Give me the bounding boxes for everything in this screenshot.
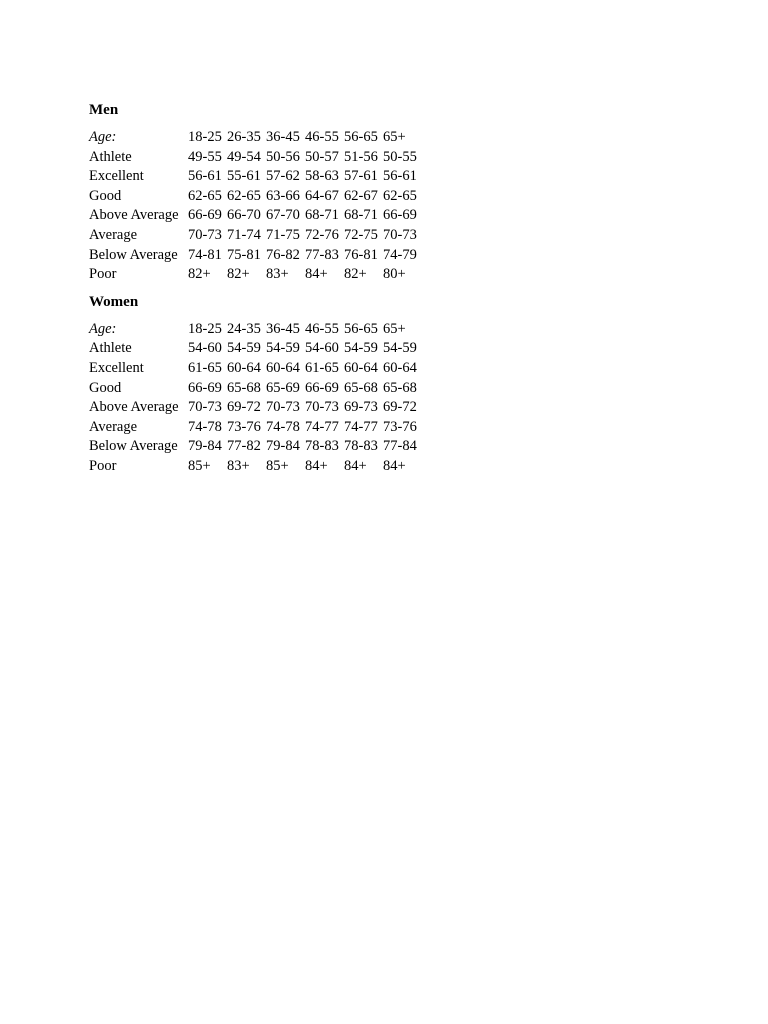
table-cell: 65-68 xyxy=(383,379,417,396)
age-col-5: 56-65 xyxy=(344,320,378,337)
table-cell: 79-84 xyxy=(266,438,300,455)
men-rate-table xyxy=(89,128,423,285)
table-cell: 54-59 xyxy=(383,340,417,357)
table-cell: 84+ xyxy=(305,457,328,474)
table-cell: 69-72 xyxy=(383,399,417,416)
table-cell: 56-61 xyxy=(383,168,417,185)
table-cell: 67-70 xyxy=(266,207,300,224)
women-rate-table xyxy=(89,320,423,477)
row-label: Below Average xyxy=(89,246,178,263)
row-label: Average xyxy=(89,418,138,435)
table-cell: 74-78 xyxy=(188,418,222,435)
table-cell: 56-61 xyxy=(188,168,222,185)
table-cell: 84+ xyxy=(305,266,328,283)
age-col-1: 18-25 xyxy=(188,129,222,145)
age-col-4: 46-55 xyxy=(305,129,339,145)
table-cell: 60-64 xyxy=(383,359,417,376)
age-label: Age: xyxy=(89,129,117,145)
row-label: Athlete xyxy=(89,148,132,165)
table-row xyxy=(89,359,423,379)
row-label: Above Average xyxy=(89,207,179,224)
table-cell: 77-83 xyxy=(305,246,339,263)
table-cell: 70-73 xyxy=(383,226,417,243)
table-cell: 70-73 xyxy=(266,399,300,416)
table-cell: 54-60 xyxy=(305,340,339,357)
table-cell: 77-84 xyxy=(383,438,417,455)
row-label: Poor xyxy=(89,457,117,474)
table-cell: 71-75 xyxy=(266,226,300,243)
age-col-2: 26-35 xyxy=(227,129,261,145)
table-row xyxy=(89,265,423,285)
table-cell: 73-76 xyxy=(383,418,417,435)
table-cell: 60-64 xyxy=(266,359,300,376)
table-row xyxy=(89,187,423,207)
table-cell: 74-77 xyxy=(344,418,378,435)
table-cell: 74-81 xyxy=(188,246,222,263)
table-cell: 60-64 xyxy=(227,359,261,376)
table-cell: 66-69 xyxy=(188,379,222,396)
table-cell: 68-71 xyxy=(305,207,339,224)
table-cell: 61-65 xyxy=(305,359,339,376)
table-row xyxy=(89,437,423,457)
table-cell: 79-84 xyxy=(188,438,222,455)
section-title-women: Women xyxy=(89,293,139,310)
table-cell: 64-67 xyxy=(305,187,339,204)
document-page xyxy=(89,100,423,477)
table-row xyxy=(89,457,423,477)
table-cell: 50-57 xyxy=(305,148,339,165)
table-cell: 70-73 xyxy=(305,399,339,416)
age-col-3: 36-45 xyxy=(266,320,300,337)
table-cell: 69-73 xyxy=(344,399,378,416)
table-cell: 74-78 xyxy=(266,418,300,435)
table-cell: 54-59 xyxy=(227,340,261,357)
table-cell: 66-69 xyxy=(188,207,222,224)
table-row xyxy=(89,246,423,266)
table-cell: 50-56 xyxy=(266,148,300,165)
table-cell: 58-63 xyxy=(305,168,339,185)
row-label: Good xyxy=(89,379,122,396)
table-cell: 84+ xyxy=(383,457,406,474)
table-cell: 76-82 xyxy=(266,246,300,263)
table-cell: 74-77 xyxy=(305,418,339,435)
table-cell: 54-60 xyxy=(188,340,222,357)
table-cell: 65-69 xyxy=(266,379,300,396)
table-row xyxy=(89,148,423,168)
table-cell: 54-59 xyxy=(266,340,300,357)
table-cell: 51-56 xyxy=(344,148,378,165)
table-cell: 82+ xyxy=(188,266,211,283)
row-label: Good xyxy=(89,187,122,204)
table-cell: 82+ xyxy=(344,266,367,283)
table-cell: 69-72 xyxy=(227,399,261,416)
table-cell: 66-69 xyxy=(383,207,417,224)
table-header-row xyxy=(89,320,423,340)
row-label: Above Average xyxy=(89,399,179,416)
table-cell: 62-65 xyxy=(188,187,222,204)
table-cell: 76-81 xyxy=(344,246,378,263)
table-cell: 70-73 xyxy=(188,399,222,416)
table-cell: 62-65 xyxy=(383,187,417,204)
table-cell: 62-67 xyxy=(344,187,378,204)
table-cell: 85+ xyxy=(266,457,289,474)
table-cell: 70-73 xyxy=(188,226,222,243)
table-cell: 55-61 xyxy=(227,168,261,185)
age-col-6: 65+ xyxy=(383,320,406,337)
table-cell: 72-76 xyxy=(305,226,339,243)
table-cell: 50-55 xyxy=(383,148,417,165)
table-row xyxy=(89,339,423,359)
table-cell: 73-76 xyxy=(227,418,261,435)
table-row xyxy=(89,206,423,226)
age-label: Age: xyxy=(89,320,117,337)
table-cell: 84+ xyxy=(344,457,367,474)
table-cell: 65-68 xyxy=(344,379,378,396)
age-col-5: 56-65 xyxy=(344,129,378,145)
table-cell: 78-83 xyxy=(344,438,378,455)
table-cell: 72-75 xyxy=(344,226,378,243)
row-label: Excellent xyxy=(89,168,144,185)
table-cell: 74-79 xyxy=(383,246,417,263)
table-cell: 80+ xyxy=(383,266,406,283)
table-row xyxy=(89,398,423,418)
table-cell: 65-68 xyxy=(227,379,261,396)
table-cell: 83+ xyxy=(227,457,250,474)
table-cell: 54-59 xyxy=(344,340,378,357)
table-cell: 60-64 xyxy=(344,359,378,376)
table-cell: 57-62 xyxy=(266,168,300,185)
table-cell: 71-74 xyxy=(227,226,261,243)
table-cell: 85+ xyxy=(188,457,211,474)
age-col-1: 18-25 xyxy=(188,320,222,337)
row-label: Poor xyxy=(89,266,117,283)
row-label: Athlete xyxy=(89,340,132,357)
table-cell: 49-55 xyxy=(188,148,222,165)
table-cell: 78-83 xyxy=(305,438,339,455)
table-row xyxy=(89,418,423,438)
row-label: Below Average xyxy=(89,438,178,455)
table-cell: 61-65 xyxy=(188,359,222,376)
table-cell: 57-61 xyxy=(344,168,378,185)
table-cell: 49-54 xyxy=(227,148,261,165)
table-cell: 63-66 xyxy=(266,187,300,204)
table-cell: 77-82 xyxy=(227,438,261,455)
row-label: Excellent xyxy=(89,359,144,376)
table-cell: 68-71 xyxy=(344,207,378,224)
table-cell: 66-70 xyxy=(227,207,261,224)
table-cell: 83+ xyxy=(266,266,289,283)
table-cell: 75-81 xyxy=(227,246,261,263)
section-title-men: Men xyxy=(89,102,119,118)
row-label: Average xyxy=(89,226,138,243)
table-row xyxy=(89,379,423,399)
table-cell: 62-65 xyxy=(227,187,261,204)
table-cell: 66-69 xyxy=(305,379,339,396)
age-col-6: 65+ xyxy=(383,129,406,145)
table-cell: 82+ xyxy=(227,266,250,283)
table-row xyxy=(89,167,423,187)
table-header-row xyxy=(89,128,423,148)
table-row xyxy=(89,226,423,246)
age-col-2: 24-35 xyxy=(227,320,261,337)
age-col-3: 36-45 xyxy=(266,129,300,145)
age-col-4: 46-55 xyxy=(305,320,339,337)
